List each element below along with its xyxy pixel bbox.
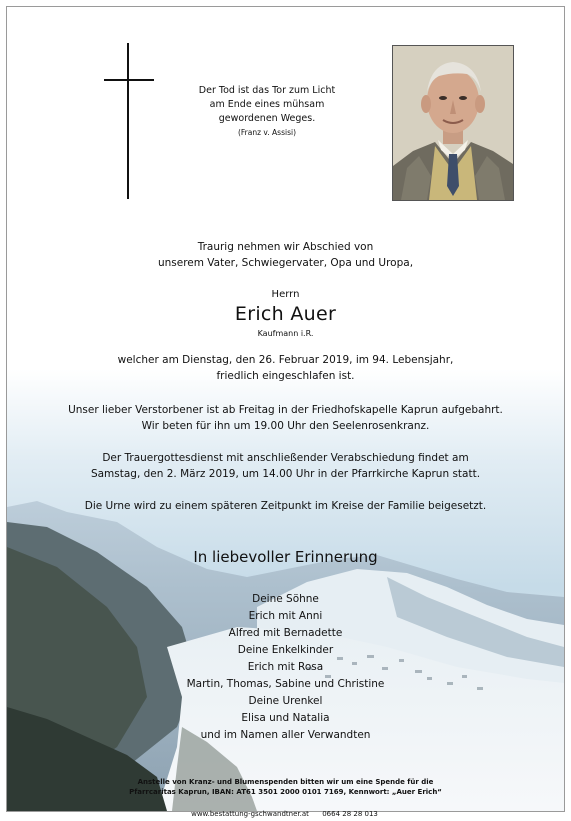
wake-notice (7, 402, 564, 434)
quote-source: (Franz v. Assisi) (237, 128, 297, 137)
donation-line: Anstelle von Kranz- und Blumenspenden bitten wir um eine Spende für die (137, 778, 434, 786)
family-line: Martin, Thomas, Sabine und Christine (186, 678, 385, 690)
family-line: Alfred mit Bernadette (228, 627, 343, 639)
urn-notice: Die Urne wird zu einem späteren Zeitpunkt im Kreise der Familie beigesetzt. (84, 500, 487, 512)
wake-line: Wir beten für ihn um 19.00 Uhr den Seelenrosenkranz. (141, 420, 430, 432)
family-line: Erich mit Anni (248, 610, 323, 622)
deceased-name: Erich Auer (234, 303, 337, 325)
donation-note (7, 777, 564, 797)
funeral-line: Der Trauergottesdienst mit anschließender Verabschiedung findet am (102, 452, 469, 464)
quote-line: Der Tod ist das Tor zum Licht (198, 85, 336, 96)
intro-line: Traurig nehmen wir Abschied von (197, 241, 374, 253)
footer-contact: www.bestattung-gschwandtner.at 0664 28 28 013 (191, 810, 378, 818)
intro-text (7, 239, 564, 271)
family-line: Deine Söhne (252, 593, 319, 605)
death-line: welcher am Dienstag, den 26. Februar 2019, im 94. Lebensjahr, (117, 354, 454, 366)
funeral-notice (7, 450, 564, 482)
funeral-line: Samstag, den 2. März 2019, um 14.00 Uhr in der Pfarrkirche Kaprun statt. (90, 468, 481, 480)
quote-line: am Ende eines mühsam (209, 99, 325, 110)
cross-icon (104, 43, 154, 199)
quote-line: gewordenen Weges. (218, 113, 316, 124)
quote-block (172, 84, 362, 140)
parte-sheet (6, 6, 565, 812)
family-line: Deine Urenkel (248, 695, 323, 707)
intro-line: unserem Vater, Schwiegervater, Opa und Uropa, (157, 257, 414, 269)
death-notice (7, 352, 564, 384)
family-list (7, 591, 564, 744)
salutation: Herrn (271, 289, 300, 300)
memory-heading: In liebevoller Erinnerung (193, 548, 378, 566)
occupation: Kaufmann i.R. (257, 329, 314, 338)
wake-line: Unser lieber Verstorbener ist ab Freitag in der Friedhofskapelle Kaprun aufgebahrt. (68, 404, 503, 416)
family-line: Elisa und Natalia (241, 712, 330, 724)
family-line: Erich mit Rosa (247, 661, 324, 673)
portrait-photo (392, 45, 514, 201)
family-line: Deine Enkelkinder (237, 644, 334, 656)
donation-line: Pfarrcaritas Kaprun, IBAN: AT61 3501 2000 0101 7169, Kennwort: „Auer Erich“ (129, 788, 442, 796)
family-line: und im Namen aller Verwandten (200, 729, 371, 741)
death-line: friedlich eingeschlafen ist. (216, 370, 355, 382)
